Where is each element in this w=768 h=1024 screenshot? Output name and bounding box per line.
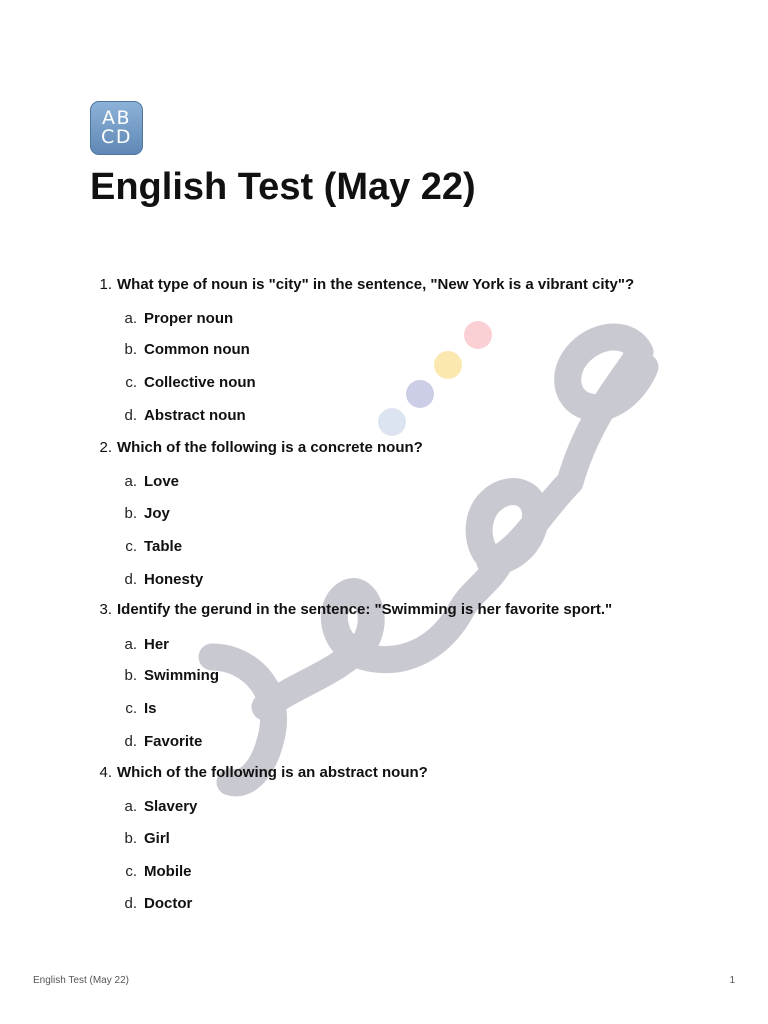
option-text: Doctor [144, 894, 193, 912]
option-text: Love [144, 472, 180, 490]
question-text: Identify the gerund in the sentence: "Swimming is her favorite sport." [117, 601, 613, 618]
option-text: Common noun [144, 341, 250, 358]
option-text: Is [144, 700, 157, 717]
option-text: Her [144, 636, 170, 653]
option-text: Favorite [144, 733, 203, 750]
question-text: Which of the following is a concrete noun? [117, 438, 423, 456]
footer-document-title: English Test (May 22) [33, 975, 129, 986]
question-number: 4. [99, 763, 112, 781]
option-letter: d. [124, 894, 137, 912]
option-letter: b. [124, 504, 137, 522]
option-letter: a. [124, 472, 137, 490]
option-letter: d. [124, 733, 137, 750]
option-letter: b. [124, 667, 137, 684]
question-text: Which of the following is an abstract noun? [117, 763, 428, 781]
option-text: Collective noun [144, 374, 256, 391]
question-4 [0, 758, 768, 921]
question-number: 1. [99, 276, 112, 293]
option-text: Table [144, 537, 183, 555]
option-text: Swimming [144, 667, 220, 684]
option-text: Slavery [144, 797, 198, 815]
option-letter: a. [124, 636, 137, 653]
question-number: 2. [99, 438, 112, 456]
option-letter: d. [124, 570, 137, 588]
option-letter: b. [124, 829, 137, 847]
icon-row-bottom: CD [101, 126, 132, 148]
question-text: What type of noun is "city" in the sentence, "New York is a vibrant city"? [117, 276, 635, 293]
option-letter: a. [124, 797, 137, 815]
option-text: Proper noun [144, 310, 234, 327]
option-text: Honesty [144, 570, 204, 588]
question-1 [0, 270, 768, 433]
option-text: Abstract noun [144, 407, 246, 424]
question-2 [0, 433, 768, 596]
footer-page-number: 1 [729, 975, 735, 986]
question-number: 3. [99, 601, 112, 618]
option-text: Joy [144, 504, 170, 522]
option-letter: c. [125, 374, 137, 391]
option-letter: c. [125, 537, 137, 555]
option-letter: d. [124, 407, 137, 424]
option-text: Girl [144, 829, 170, 847]
abcd-input-icon [90, 101, 143, 155]
option-letter: c. [125, 700, 137, 717]
option-letter: b. [124, 341, 137, 358]
option-letter: a. [124, 310, 137, 327]
question-3 [0, 595, 768, 758]
icon-row-top: AB [101, 107, 132, 129]
page-title: English Test (May 22) [90, 166, 476, 208]
question-list [0, 270, 768, 920]
option-text: Mobile [144, 862, 192, 880]
option-letter: c. [125, 862, 137, 880]
